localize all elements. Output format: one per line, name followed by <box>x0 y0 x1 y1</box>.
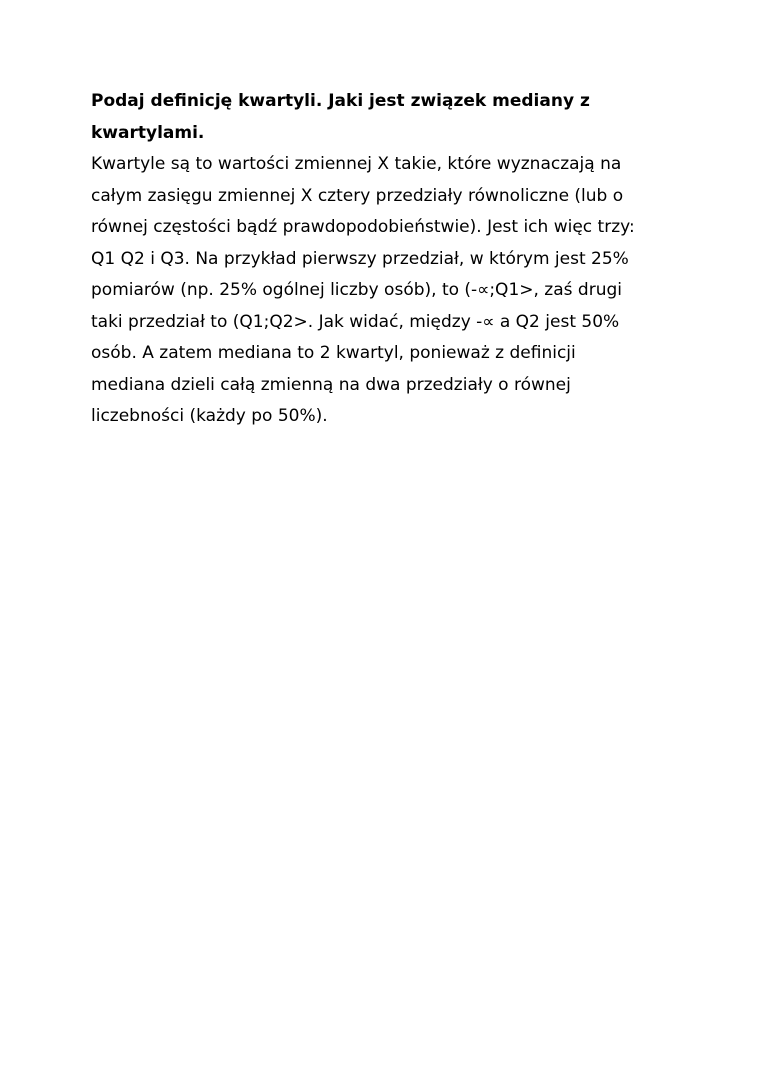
body-line: Kwartyle są to wartości zmiennej X takie, które wyznaczają na <box>91 154 622 174</box>
heading-line: kwartylami. <box>91 122 205 143</box>
heading-line: Podaj definicję kwartyli. Jaki jest związek mediany z <box>91 91 590 111</box>
body-line: całym zasięgu zmiennej X cztery przedziały równoliczne (lub o <box>91 185 624 206</box>
question-heading <box>91 86 681 149</box>
body-line: mediana dzieli całą zmienną na dwa przedziały o równej <box>91 374 571 395</box>
body-line: pomiarów (np. 25% ogólnej liczby osób), to (-∝;Q1>, zaś drugi <box>91 280 622 300</box>
document-content <box>91 86 681 433</box>
answer-paragraph <box>91 149 681 433</box>
body-line: osób. A zatem mediana to 2 kwartyl, ponieważ z definicji <box>91 343 576 363</box>
body-line: liczebności (każdy po 50%). <box>91 406 328 426</box>
body-line: Q1 Q2 i Q3. Na przykład pierwszy przedział, w którym jest 25% <box>91 248 629 269</box>
body-line: równej częstości bądź prawdopodobieństwie). Jest ich więc trzy: <box>91 217 635 237</box>
body-line: taki przedział to (Q1;Q2>. Jak widać, między -∝ a Q2 jest 50% <box>91 311 620 332</box>
